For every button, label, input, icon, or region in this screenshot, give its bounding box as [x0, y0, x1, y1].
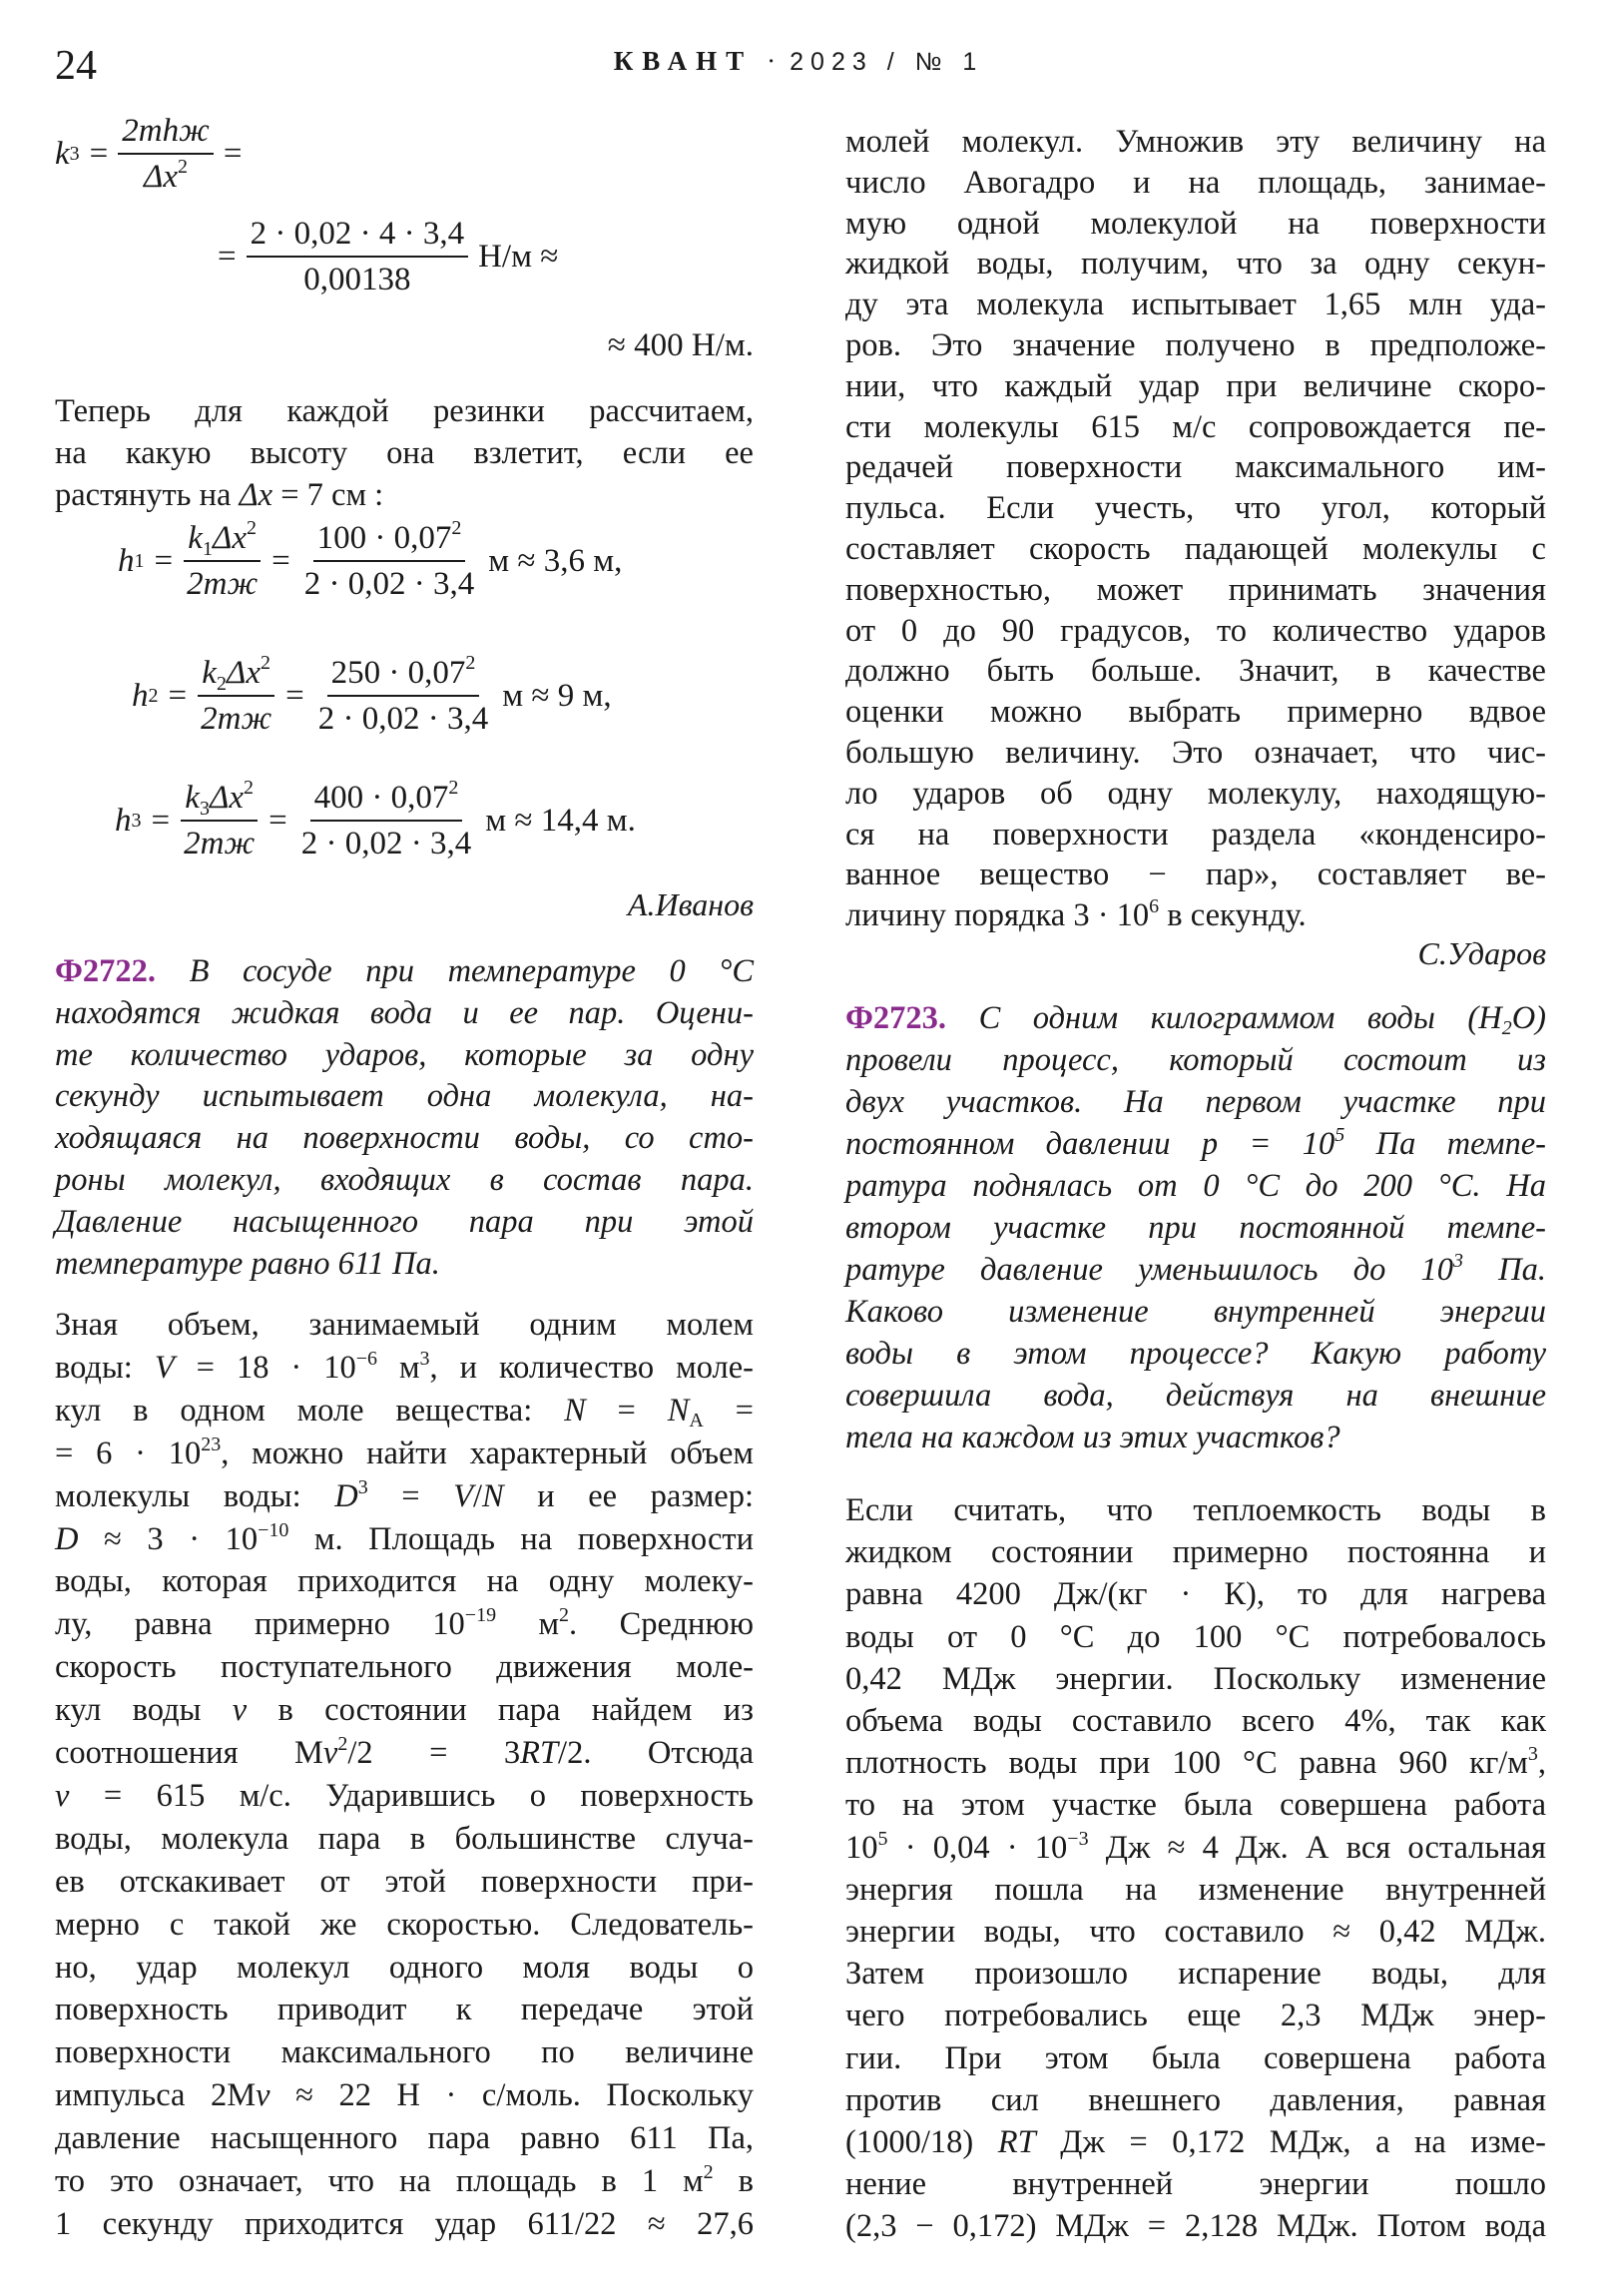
formula-k3-result [608, 327, 754, 364]
text-line: ев отскакивает от этой поверхности при- [55, 1863, 754, 1900]
text-line [55, 1689, 754, 1731]
superscript: 5 [1334, 1124, 1345, 1146]
text-line: пульса. Если учесть, что угол, который [845, 490, 1546, 527]
text-segment: воды: [55, 1349, 155, 1386]
text-segment: м [377, 1349, 420, 1386]
text-line: чего потребовались еще 2,3 МДж энер- [845, 1998, 1546, 2034]
text-segment: то это означает, что на площадь в 1 м [55, 2163, 704, 2199]
text-line: скорость поступательного движения моле- [55, 1649, 754, 1686]
math-variable: RT [997, 2124, 1036, 2160]
superscript: 3 [1527, 1743, 1538, 1766]
math-variable: v [232, 1692, 248, 1729]
text-line: находятся жидкая вода и ее пар. Оцени- [55, 994, 754, 1031]
text-segment: = 10 [1218, 1126, 1335, 1162]
text-line [845, 1827, 1546, 1869]
superscript: −3 [1067, 1827, 1089, 1850]
formula-h1: h 1 = $\frac{k_1\Delta x^2}{2mж}$ = $\frac{100 \cdot 0,07^2}{2 \cdot 0,02 \cdot 3,4}$ м ≈ 3,6 м, [118, 517, 623, 602]
math-variable: v [256, 2077, 270, 2114]
text-segment: Дж = 0,172 МДж, а на изме- [1035, 2124, 1546, 2160]
text-line: энергии воды, что составило ≈ 0,42 МДж. [845, 1914, 1546, 1950]
text-line: ду эта молекула испытывает 1,65 млн уда- [845, 287, 1546, 323]
math-variable: k [188, 520, 203, 556]
numerator [327, 654, 480, 697]
math-variable: v [55, 1777, 70, 1814]
text-line [55, 1603, 754, 1645]
fraction [247, 215, 468, 298]
author-signature: А.Иванов [627, 886, 754, 922]
equals-sign: = [154, 542, 174, 579]
text-segment: Па. [1463, 1252, 1546, 1288]
denominator: 2mж [187, 566, 259, 602]
text-segment: соотношения M [55, 1735, 323, 1771]
text-line: давление насыщенного пара равно 611 Па, [55, 2120, 754, 2157]
numerator: 2mhж [118, 112, 214, 155]
text-line: секунду испытывает одна молекула, на- [55, 1078, 754, 1115]
text-segment: = 615 м/с. Ударившись о поверхность [69, 1777, 754, 1814]
text-segment: Дж ≈ 4 Дж. А вся остальная [1088, 1829, 1546, 1866]
math-variable: V [453, 1477, 474, 1514]
math-variable: p [1201, 1126, 1219, 1162]
text-line: гии. При этом была совершена работа [845, 2039, 1546, 2076]
text-line: молей молекул. Умножив эту величину на [845, 124, 1546, 160]
text-line: Зная объем, занимаемый одним молем [55, 1307, 754, 1343]
text-segment: O) [1511, 1000, 1546, 1036]
text-line: поверхности максимального по величине [55, 2034, 754, 2071]
fraction [183, 519, 262, 603]
equals-sign: = [168, 677, 188, 714]
text-segment: постоянном давлении [845, 1126, 1202, 1162]
numerator [313, 519, 466, 562]
text-segment: /2 = 3 [347, 1735, 521, 1771]
superscript: 2 [703, 2161, 714, 2183]
fraction [314, 654, 492, 738]
numerator-value: 400 · 0,07 [313, 780, 449, 816]
math-variable: k [202, 655, 217, 691]
math-variable: N [482, 1477, 504, 1514]
math-variable: Δx [239, 477, 273, 513]
result-value: м ≈ 3,6 м, [488, 542, 623, 579]
text-segment: В сосуде при температуре 0 °С [156, 953, 754, 989]
superscript: 3 [419, 1347, 430, 1370]
result-value: ≈ 400 Н/м. [607, 327, 754, 363]
text-segment: ≈ 3 · 10 [78, 1520, 259, 1557]
exponent: 2 [465, 652, 476, 674]
text-line: жидком состоянии примерно постоянна и [845, 1534, 1546, 1571]
math-variable: N [564, 1392, 586, 1429]
math-variable: D [334, 1477, 358, 1514]
text-segment: в состоянии пара найдем из [247, 1692, 754, 1729]
equals-sign: = [89, 135, 109, 172]
text-line [55, 950, 754, 992]
exponent: 2 [451, 517, 462, 539]
text-line: провели процесс, который состоит из [845, 1042, 1546, 1078]
text-line: воды от 0 °С до 100 °С потребовалось [845, 1618, 1546, 1655]
text-line: ло ударов об одну молекулу, находящую- [845, 775, 1546, 812]
equals-sign: = [285, 677, 304, 714]
text-segment: в секунду. [1159, 897, 1307, 934]
text-line: (2,3 − 0,172) МДж = 2,128 МДж. Потом вода [845, 2208, 1546, 2245]
text-line: объема воды составило всего 4%, так как [845, 1703, 1546, 1739]
exponent: 2 [448, 777, 459, 799]
running-header [0, 46, 1597, 77]
text-line [55, 1775, 754, 1817]
text-segment: м. Площадь на поверхности [288, 1520, 754, 1557]
numerator [181, 779, 258, 822]
text-line [55, 1347, 754, 1389]
text-segment: , [1537, 1745, 1546, 1782]
text-segment: = [585, 1392, 668, 1429]
text-line [845, 1742, 1546, 1784]
unit-approx: Н/м ≈ [478, 238, 559, 275]
problem-number: Ф2723. [845, 1000, 947, 1036]
result-value: м ≈ 14,4 м. [485, 802, 636, 839]
text-line [55, 1433, 754, 1474]
text-line: Если считать, что теплоемкость воды в [845, 1492, 1546, 1528]
text-line: Давление насыщенного пара при этой [55, 1203, 754, 1240]
formula-h2: h 2 = $\frac{k_2\Delta x^2}{2mж}$ = $\frac{250 \cdot 0,07^2}{2 \cdot 0,02 \cdot 3,4}$ м ≈ 9 м, [132, 652, 612, 737]
text-line: на какую высоту она взлетит, если ее [55, 435, 754, 471]
text-segment: лу, равна примерно 10 [55, 1606, 465, 1643]
text-segment: 10 [845, 1829, 878, 1866]
superscript: 2 [337, 1733, 348, 1755]
text-line: жидкой воды, получим, что за одну секун- [845, 246, 1546, 283]
formula-symbol: h [115, 802, 132, 839]
text-line [55, 1518, 754, 1560]
text-line: число Авогадро и на площадь, занимае- [845, 164, 1546, 201]
numerator [184, 519, 261, 562]
superscript: 2 [559, 1604, 570, 1627]
math-variable: D [55, 1520, 79, 1557]
text-line: оценки можно выбрать примерно вдвое [845, 694, 1546, 731]
fraction [300, 519, 478, 603]
text-segment: в [713, 2163, 754, 2199]
text-segment: молекулы воды: [55, 1477, 335, 1514]
subscript: 2 [1501, 1017, 1512, 1039]
text-line: но, удар молекул одного моля воды о [55, 1949, 754, 1986]
subscript: A [689, 1409, 704, 1432]
text-segment: = 18 · 10 [174, 1349, 356, 1386]
text-segment: Па темпе- [1344, 1126, 1546, 1162]
text-line: мую одной молекулой на поверхности [845, 205, 1546, 242]
text-line: ванное вещество − пар», составляет ве- [845, 857, 1546, 893]
text-line: воды в этом процессе? Какую работу [845, 1336, 1546, 1372]
text-line: втором участке при постоянной темпе- [845, 1210, 1546, 1246]
text-line: равна 4200 Дж/(кг · К), то для нагрева [845, 1576, 1546, 1613]
text-line: нии, что каждый удар при величине скоро- [845, 367, 1546, 404]
numerator [198, 654, 274, 697]
text-segment: ратуре давление уменьшилось до 10 [845, 1252, 1454, 1288]
text-segment: = 7 см : [272, 477, 384, 513]
text-line [55, 2074, 754, 2116]
fraction [118, 112, 214, 196]
formula-symbol: h [118, 542, 135, 579]
formula-k3-calc [218, 215, 558, 298]
subscript: 2 [216, 673, 227, 695]
text-line: сти молекулы 615 м/с сопровождается пе- [845, 408, 1546, 445]
exponent: 2 [260, 652, 270, 674]
text-line: воды, молекула пара в большинстве случа- [55, 1820, 754, 1857]
equals-sign: = [151, 802, 171, 839]
equals-sign: = [223, 135, 243, 172]
header-separator: · [767, 46, 777, 76]
superscript: 3 [1453, 1250, 1464, 1272]
problem-number: Ф2722. [55, 953, 157, 989]
math-variable: Δx [209, 780, 244, 816]
text-segment: личину порядка 3 · 10 [845, 897, 1150, 934]
math-variable: Δx [212, 520, 247, 556]
formula-h3: h 3 = $\frac{k_3\Delta x^2}{2mж}$ = $\frac{400 \cdot 0,07^2}{2 \cdot 0,02 \cdot 3,4}$ м ≈ 14,4 м. [115, 777, 636, 861]
numerator: 2 · 0,02 · 4 · 3,4 [247, 215, 468, 258]
text-line: составляет скорость падающей молекулы с [845, 531, 1546, 567]
text-line [55, 474, 754, 516]
text-segment: = [703, 1392, 754, 1429]
text-line [845, 1249, 1546, 1291]
page-number: 24 [55, 43, 97, 89]
fraction [180, 779, 259, 862]
text-line: совершила вода, действуя на внешние [845, 1378, 1546, 1414]
denominator: 2 · 0,02 · 3,4 [300, 826, 472, 861]
text-segment: , и количество моле- [429, 1349, 754, 1386]
text-line: большую величину. Это означает, что чис- [845, 735, 1546, 771]
text-segment: м [496, 1606, 560, 1643]
denominator: 2mж [184, 826, 256, 861]
subscript: 3 [199, 798, 210, 820]
text-line: 0,42 МДж энергии. Поскольку изменение [845, 1660, 1546, 1697]
formula-symbol: k [55, 135, 70, 172]
formula-k3: k 3 = $\frac{\text{2mhж}}{\Delta x^2}$ = [55, 113, 243, 195]
text-segment: = [367, 1477, 454, 1514]
fraction [297, 779, 475, 862]
text-line [55, 1475, 754, 1517]
text-line [845, 894, 1546, 936]
exponent: 2 [246, 517, 257, 539]
text-line: температуре равно 611 Па. [55, 1245, 440, 1282]
text-line [845, 1123, 1546, 1165]
fraction [197, 654, 275, 738]
denominator: 0,00138 [303, 262, 411, 297]
text-line: ходящаяся на поверхности воды, со сто- [55, 1120, 754, 1157]
text-segment: кул в одном моле вещества: [55, 1392, 565, 1429]
text-line: 1 секунду приходится удар 611/22 ≈ 27,6 [55, 2205, 754, 2242]
superscript: 5 [877, 1827, 888, 1850]
text-line: ратура поднялась от 0 °С до 200 °С. На [845, 1168, 1546, 1204]
math-variable: RT [520, 1735, 559, 1771]
text-segment: плотность воды при 100 °С равна 960 кг/м [845, 1745, 1528, 1782]
equals-sign: = [268, 802, 287, 839]
text-line: воды, которая приходится на одну молеку- [55, 1563, 754, 1600]
math-variable: Δx [226, 655, 261, 691]
superscript: −19 [464, 1604, 497, 1627]
author-signature: С.Ударов [1417, 935, 1546, 971]
equals-sign: = [218, 238, 237, 275]
exponent: 2 [178, 156, 189, 178]
text-line: ся на поверхности раздела «конденсиро- [845, 816, 1546, 853]
denominator: 2 · 0,02 · 3,4 [317, 701, 489, 737]
text-segment: и ее размер: [503, 1477, 754, 1514]
superscript: −6 [355, 1347, 377, 1370]
text-segment: = 6 · 10 [55, 1435, 202, 1471]
text-segment: , можно найти характерный объем [221, 1435, 754, 1471]
subscript: 1 [202, 538, 213, 560]
text-line: тела на каждом из этих участков? [845, 1420, 1340, 1455]
denominator: Δx [144, 159, 179, 195]
superscript: 23 [201, 1433, 222, 1455]
numerator-value: 100 · 0,07 [316, 520, 452, 556]
magazine-title: КВАНТ [613, 46, 754, 76]
text-line: Каково изменение внутренней энергии [845, 1294, 1546, 1330]
math-variable: v [322, 1735, 338, 1771]
result-value: м ≈ 9 м, [502, 677, 612, 714]
text-segment: импульса 2M [55, 2077, 257, 2114]
text-line: роны молекул, входящих в состав пара. [55, 1162, 754, 1198]
text-line [845, 997, 1546, 1039]
text-line: то на этом участке была совершена работа [845, 1787, 1546, 1824]
text-line: энергия пошла на изменение внутренней [845, 1871, 1546, 1908]
denominator: 2 · 0,02 · 3,4 [303, 566, 475, 602]
text-segment: /2. Отсюда [558, 1735, 754, 1771]
text-line: редачей поверхности максимального им- [845, 449, 1546, 486]
numerator [310, 779, 463, 822]
text-line: нение внутренней энергии пошло [845, 2166, 1546, 2203]
math-variable: k [185, 780, 200, 816]
text-line: те количество ударов, которые за одну [55, 1036, 754, 1073]
superscript: 6 [1149, 895, 1160, 918]
text-line: двух участков. На первом участке при [845, 1084, 1546, 1120]
text-line: ров. Это значение получено в предположе- [845, 327, 1546, 363]
math-variable: V [154, 1349, 175, 1386]
text-line: против сил внешнего давления, равная [845, 2081, 1546, 2118]
text-segment: растянуть на [55, 477, 240, 513]
formula-symbol: h [132, 677, 149, 714]
equals-sign: = [271, 542, 290, 579]
text-segment: . Среднюю [569, 1606, 754, 1643]
math-variable: N [667, 1392, 690, 1429]
text-line: Затем произошло испарение воды, для [845, 1956, 1546, 1993]
text-line: мерно с такой же скоростью. Следователь- [55, 1906, 754, 1943]
text-segment: кул воды [55, 1692, 233, 1729]
text-segment: ≈ 22 Н · с/моль. Поскольку [269, 2077, 754, 2114]
denominator: 2mж [201, 701, 272, 737]
text-line: поверхность приводит к передаче этой [55, 1992, 754, 2028]
text-segment: · 0,04 · 10 [887, 1829, 1068, 1866]
superscript: −10 [258, 1518, 289, 1541]
text-line: поверхностью, может принимать значения [845, 571, 1546, 608]
text-line [55, 2160, 754, 2202]
issue-number: 2023 / № 1 [790, 48, 984, 76]
text-segment: (1000/18) [845, 2124, 998, 2160]
text-line [55, 1390, 754, 1432]
exponent: 2 [243, 777, 254, 799]
text-line: должно быть больше. Значит, в качестве [845, 653, 1546, 690]
text-line [845, 2121, 1546, 2163]
text-segment: / [473, 1477, 483, 1514]
text-line: от 0 до 90 градусов, то количество ударов [845, 612, 1546, 649]
superscript: 3 [357, 1475, 368, 1498]
numerator-value: 250 · 0,07 [330, 655, 466, 691]
text-line [55, 1732, 754, 1774]
text-line: Теперь для каждой резинки рассчитаем, [55, 393, 754, 429]
text-segment: С одним килограммом воды (H [946, 1000, 1502, 1036]
